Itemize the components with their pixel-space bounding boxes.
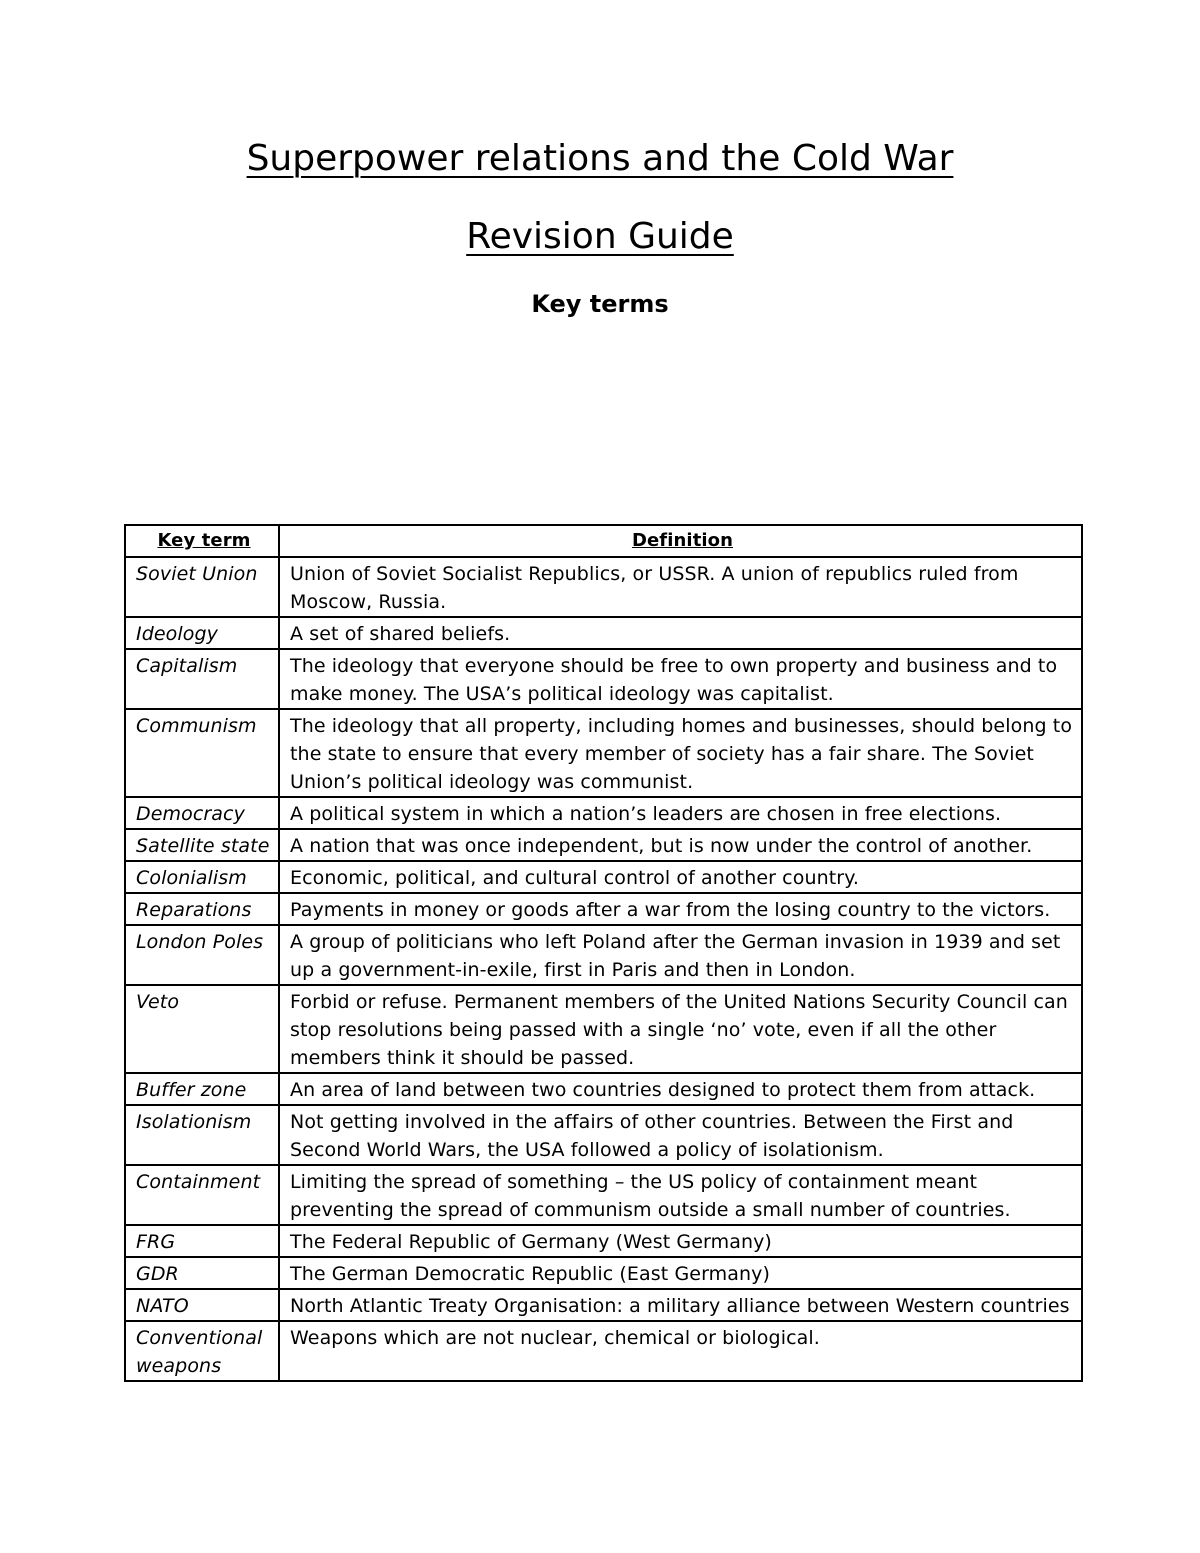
key-term-cell: Isolationism	[125, 1105, 279, 1165]
table-row	[125, 617, 1082, 649]
table-row	[125, 861, 1082, 893]
key-term-cell: Conventional weapons	[125, 1321, 279, 1381]
table-row	[125, 557, 1082, 617]
document-subtitle: Revision Guide	[466, 216, 734, 257]
definition-cell: North Atlantic Treaty Organisation: a military alliance between Western countries	[279, 1289, 1082, 1321]
key-term-cell: Satellite state	[125, 829, 279, 861]
key-term-cell: London Poles	[125, 925, 279, 985]
table-row	[125, 1105, 1082, 1165]
key-term-cell: Ideology	[125, 617, 279, 649]
key-term-cell: Veto	[125, 985, 279, 1073]
table-row	[125, 1225, 1082, 1257]
table-row	[125, 985, 1082, 1073]
definition-cell: A set of shared beliefs.	[279, 617, 1082, 649]
definition-cell: Not getting involved in the affairs of other countries. Between the First and Second World Wars, the USA followed a policy of isolationism.	[279, 1105, 1082, 1165]
definition-cell: Weapons which are not nuclear, chemical or biological.	[279, 1321, 1082, 1381]
definition-cell: The ideology that all property, including homes and businesses, should belong to the state to ensure that every member of society has a fair share. The Soviet Union’s political ideology was communist.	[279, 709, 1082, 797]
key-term-cell: Communism	[125, 709, 279, 797]
table-row	[125, 797, 1082, 829]
definition-cell: A political system in which a nation’s leaders are chosen in free elections.	[279, 797, 1082, 829]
definition-cell: Forbid or refuse. Permanent members of the United Nations Security Council can stop resolutions being passed with a single ‘no’ vote, even if all the other members think it should be passed.	[279, 985, 1082, 1073]
table-row	[125, 1165, 1082, 1225]
table-row	[125, 925, 1082, 985]
section-heading: Key terms	[531, 290, 669, 318]
definition-cell: The German Democratic Republic (East Germany)	[279, 1257, 1082, 1289]
table-row	[125, 1073, 1082, 1105]
key-term-cell: Soviet Union	[125, 557, 279, 617]
definition-cell: Union of Soviet Socialist Republics, or USSR. A union of republics ruled from Moscow, Russia.	[279, 557, 1082, 617]
key-term-cell: Reparations	[125, 893, 279, 925]
definition-cell: Payments in money or goods after a war from the losing country to the victors.	[279, 893, 1082, 925]
definition-cell: The Federal Republic of Germany (West Germany)	[279, 1225, 1082, 1257]
table-row	[125, 893, 1082, 925]
table-row	[125, 1289, 1082, 1321]
definition-cell: Economic, political, and cultural control of another country.	[279, 861, 1082, 893]
key-term-cell: NATO	[125, 1289, 279, 1321]
definition-cell: A nation that was once independent, but is now under the control of another.	[279, 829, 1082, 861]
table-row	[125, 829, 1082, 861]
key-term-cell: Containment	[125, 1165, 279, 1225]
key-terms-table	[124, 524, 1083, 1382]
table-header-row	[125, 525, 1082, 557]
document-title: Superpower relations and the Cold War	[246, 138, 954, 179]
table-row	[125, 709, 1082, 797]
column-header-key-term: Key term	[125, 525, 279, 557]
key-term-cell: Democracy	[125, 797, 279, 829]
definition-cell: The ideology that everyone should be free to own property and business and to make money. The USA’s political ideology was capitalist.	[279, 649, 1082, 709]
column-header-definition: Definition	[279, 525, 1082, 557]
table-row	[125, 1257, 1082, 1289]
definition-cell: An area of land between two countries designed to protect them from attack.	[279, 1073, 1082, 1105]
key-term-cell: FRG	[125, 1225, 279, 1257]
key-term-cell: GDR	[125, 1257, 279, 1289]
table-row	[125, 1321, 1082, 1381]
table-row	[125, 649, 1082, 709]
key-term-cell: Buffer zone	[125, 1073, 279, 1105]
definition-cell: Limiting the spread of something – the US policy of containment meant preventing the spread of communism outside a small number of countries.	[279, 1165, 1082, 1225]
key-term-cell: Capitalism	[125, 649, 279, 709]
key-term-cell: Colonialism	[125, 861, 279, 893]
definition-cell: A group of politicians who left Poland after the German invasion in 1939 and set up a government-in-exile, first in Paris and then in London.	[279, 925, 1082, 985]
